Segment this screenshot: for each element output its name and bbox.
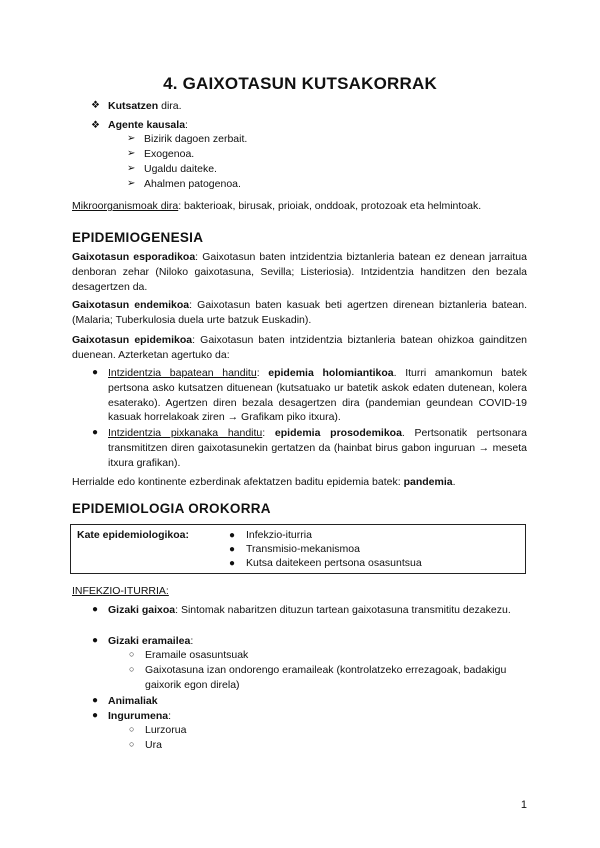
bullet-animaliak: Animaliak xyxy=(108,695,158,707)
circle-bullet-icon: ○ xyxy=(129,649,135,659)
bullet-gizaki-gaixoa: Gizaki gaixoa: Sintomak nabaritzen dituzun tartean gaixotasuna transmititu dezakezu. xyxy=(108,604,511,616)
arrow-bullet-icon: ➢ xyxy=(127,148,136,159)
ingurumena-subitem: Ura xyxy=(145,739,162,751)
kate-item: Transmisio-mekanismoa xyxy=(246,543,360,555)
kate-item: Infekzio-iturria xyxy=(246,529,312,541)
agente-subitem: Bizirik dagoen zerbait. xyxy=(144,133,248,145)
dot-bullet-icon: ● xyxy=(229,558,236,569)
bullet-prosodemikoa: Intzidentzia pixkanaka handitu: epidemia prosodemikoa. Pertsonatik pertsonara transmititzen diren gaixotasunekin gertatzen da (hainbat birus gabon inguruan → meseta itxura grafikan). xyxy=(108,427,527,469)
dot-bullet-icon: ● xyxy=(229,544,236,555)
paragraph-endemikoa: Gaixotasun endemikoa: Gaixotasun baten kasuak beti agertzen direnean biztanleria batean. (Malaria; Tuberkulosia duela urte batzuk Euskadin). xyxy=(72,299,528,326)
dot-bullet-icon: ● xyxy=(229,530,236,541)
paragraph-epidemikoa: Gaixotasun epidemikoa: Gaixotasun baten intzidentzia biztanleria batean ohizkoa gainditzen duenean. Azterketan agertuko da: xyxy=(72,334,528,361)
intro-item-kutsatzen: Kutsatzen dira. xyxy=(108,100,182,112)
dot-bullet-icon: ● xyxy=(92,635,99,646)
circle-bullet-icon: ○ xyxy=(129,664,135,674)
circle-bullet-icon: ○ xyxy=(129,724,135,734)
dot-bullet-icon: ● xyxy=(92,367,99,378)
intro-item-agente: Agente kausala: xyxy=(108,119,188,131)
bullet-gizaki-eramailea: Gizaki eramailea: xyxy=(108,635,194,647)
ingurumena-subitem: Lurzorua xyxy=(145,724,187,736)
dot-bullet-icon: ● xyxy=(92,710,99,721)
circle-bullet-icon: ○ xyxy=(129,739,135,749)
page-number: 1 xyxy=(520,799,527,811)
kate-item: Kutsa daitekeen pertsona osasuntsua xyxy=(246,557,422,569)
page-title: 4. GAIXOTASUN KUTSAKORRAK xyxy=(163,74,437,93)
agente-subitem: Ahalmen patogenoa. xyxy=(144,178,241,190)
agente-subitem: Ugaldu daiteke. xyxy=(144,163,217,175)
agente-subitem: Exogenoa. xyxy=(144,148,195,160)
dot-bullet-icon: ● xyxy=(92,604,99,615)
diamond-bullet-icon: ❖ xyxy=(91,120,100,131)
dot-bullet-icon: ● xyxy=(92,427,99,438)
eramailea-subitem: Gaixotasuna izan ondorengo eramaileak (kontrolatzeko errezagoak, badakigu gaixorik egon direla) xyxy=(145,664,507,691)
section-heading-epidemiogenesia: EPIDEMIOGENESIA xyxy=(72,230,204,245)
bullet-ingurumena: Ingurumena: xyxy=(108,710,172,722)
diamond-bullet-icon: ❖ xyxy=(91,100,100,111)
section-heading-orokorra: EPIDEMIOLOGIA OROKORRA xyxy=(72,501,271,516)
mikroorganismoak-line: Mikroorganismoak dira: bakterioak, birusak, prioiak, onddoak, protozoak eta helmintoak. xyxy=(72,200,482,212)
kate-label: Kate epidemiologikoa: xyxy=(77,529,190,541)
bullet-holomiantikoa: Intzidentzia bapatean handitu: epidemia holomiantikoa. Iturri amankomun batek pertsona asko kutsatzen dituenean (kutsatuako ur batetik askok edaten dutenean, kolera esaterako). Agertzen diren bezala desagertzen dira (pandemian geundean COVID-19 kasuak horrelakoak ziren → Grafikam piko itxura). xyxy=(108,367,527,424)
arrow-bullet-icon: ➢ xyxy=(127,163,136,174)
arrow-bullet-icon: ➢ xyxy=(127,178,136,189)
dot-bullet-icon: ● xyxy=(92,695,99,706)
eramailea-subitem: Eramaile osasuntsuak xyxy=(145,649,249,661)
pandemia-line: Herrialde edo kontinente ezberdinak afektatzen baditu epidemia batek: pandemia. xyxy=(72,476,456,488)
infekzio-iturria-heading: INFEKZIO-ITURRIA: xyxy=(72,585,169,597)
arrow-bullet-icon: ➢ xyxy=(127,133,136,144)
paragraph-esporadikoa: Gaixotasun esporadikoa: Gaixotasun baten intzidentzia biztanleria batean ez denean jarraitua denboran zehar (Niloko gaixotasuna, Sevilla; Listeriosia). Intzidentzia handitzen den bezala desagertzen da. xyxy=(72,251,527,293)
